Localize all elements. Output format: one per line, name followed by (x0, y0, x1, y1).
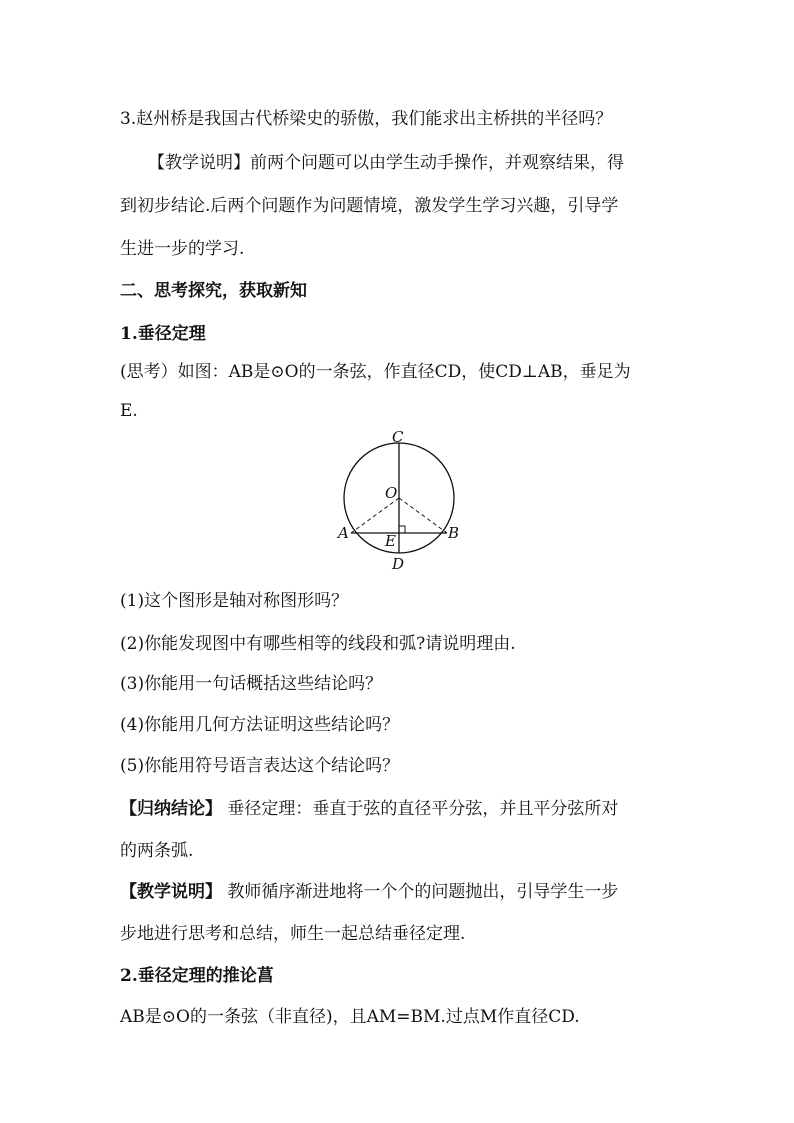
question-5: (5)你能用符号语言表达这个结论吗？ (120, 756, 400, 776)
question-3-text: 3.赵州桥是我国古代桥梁史的骄傲，我们能求出主桥拱的半径吗？ (120, 109, 613, 129)
question-4: (4)你能用几何方法证明这些结论吗？ (120, 715, 400, 735)
question-1: (1)这个图形是轴对称图形吗？ (120, 591, 349, 611)
subsection-heading-2: 2.垂径定理的推论菖 (120, 966, 274, 986)
label-b: B (448, 524, 460, 542)
circle-diagram (330, 426, 470, 576)
question-2: (2)你能发现图中有哪些相等的线段和弧?请说明理由. (120, 634, 516, 654)
teaching-note-text: 教师循序渐进地将一个个的问题抛出，引导学生一步 (222, 882, 619, 902)
label-o: O (385, 484, 398, 502)
teaching-note-tag: 【教学说明】 (120, 882, 222, 902)
teaching-note-2-line-2: 步地进行思考和总结，师生一起总结垂径定理. (120, 924, 466, 944)
label-d: D (392, 555, 405, 573)
radius-ob (399, 498, 447, 533)
conclusion-line-2: 的两条弧. (120, 841, 194, 861)
label-e: E (385, 532, 396, 550)
teaching-note-2-line-1 (120, 877, 618, 902)
label-a: A (338, 524, 349, 542)
conclusion-tag: 【归纳结论】 (120, 799, 222, 819)
teaching-note-line-1: 【教学说明】前两个问题可以由学生动手操作，并观察结果，得 (148, 153, 624, 173)
think-prompt-line-1: (思考）如图：AB是⊙O的一条弦，作直径CD，使CD⊥AB，垂足为 (120, 362, 631, 382)
conclusion-line-1 (120, 794, 618, 819)
question-3: (3)你能用一句话概括这些结论吗？ (120, 674, 383, 694)
right-angle-mark (399, 526, 405, 533)
subsection-heading-1: 1.垂径定理 (120, 324, 206, 344)
teaching-note-line-2: 到初步结论.后两个问题作为问题情境，激发学生学习兴趣，引导学 (120, 196, 619, 216)
think-prompt-line-2: E. (120, 401, 138, 421)
corollary-prompt: AB是⊙O的一条弦（非直径)，且AM=BM.过点M作直径CD. (120, 1007, 580, 1027)
radius-oa (351, 498, 399, 533)
section-heading: 二、思考探究，获取新知 (120, 281, 307, 301)
conclusion-text: 垂径定理：垂直于弦的直径平分弦，并且平分弦所对 (222, 799, 619, 819)
teaching-note-line-3: 生进一步的学习. (120, 239, 245, 259)
label-c: C (392, 428, 404, 446)
